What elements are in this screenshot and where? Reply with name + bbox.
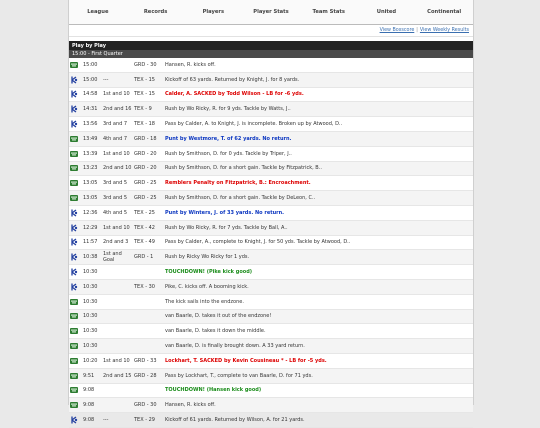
play-location: GRD - 1 <box>134 254 154 261</box>
play-row <box>69 132 473 147</box>
nav-united[interactable]: United <box>376 9 397 15</box>
play-down: 3rd and 7 <box>103 121 128 128</box>
grd-team-logo-icon <box>70 164 78 172</box>
play-time: 9:08 <box>83 402 95 409</box>
play-description: Rush by Wo Ricky, R. for 7 yds. Tackle by Ball, A.. <box>165 224 288 231</box>
play-time: 13:05 <box>83 195 98 202</box>
play-location: TEX - 15 <box>134 76 155 83</box>
grd-team-logo-icon <box>70 357 78 365</box>
view-weekly-results-link[interactable]: View Weekly Results <box>419 28 469 33</box>
play-row <box>69 88 473 103</box>
play-row <box>69 265 473 280</box>
play-down: 1st and 10 <box>103 91 130 98</box>
nav-player-stats[interactable]: Player Stats <box>253 9 289 15</box>
grd-team-logo-icon <box>70 135 78 143</box>
play-by-play-list <box>69 58 473 428</box>
play-time: 9:08 <box>83 417 95 424</box>
play-time: 14:31 <box>83 106 98 113</box>
play-time: 14:58 <box>83 91 98 98</box>
grd-team-logo-icon <box>70 150 78 158</box>
play-description: Rush by Smithson, D. for a short gain. Tackle by DeLeon, C.. <box>165 195 316 202</box>
nav-players[interactable]: Players <box>202 9 225 15</box>
play-description: Pike, C. kicks off. A booming kick. <box>165 283 249 290</box>
play-down: 1st and 10 <box>103 150 130 157</box>
play-description: Kickoff of 61 yards. Returned by Wilson, A. for 21 yards. <box>165 417 305 424</box>
play-location: GRD - 33 <box>134 357 157 364</box>
play-row <box>69 369 473 384</box>
tex-team-logo-icon <box>70 76 78 84</box>
play-time: 13:39 <box>83 150 98 157</box>
nav-league[interactable]: League <box>87 9 109 15</box>
page <box>68 0 474 424</box>
play-location: TEX - 15 <box>134 91 155 98</box>
play-row <box>69 384 473 399</box>
play-location: GRD - 20 <box>134 165 157 172</box>
play-time: 10:30 <box>83 269 98 276</box>
tex-team-logo-icon <box>70 90 78 98</box>
play-row <box>69 191 473 206</box>
play-description: Rush by Smithson, D. for a short gain. Tackle by Fitzpatrick, B.. <box>165 165 322 172</box>
play-row <box>69 102 473 117</box>
play-description: Punt by Winters, J. of 33 yards. No return. <box>165 209 285 216</box>
grd-team-logo-icon <box>70 194 78 202</box>
play-location: GRD - 30 <box>134 402 157 409</box>
play-time: 10:20 <box>83 357 98 364</box>
section-title: Play by Play <box>69 41 473 50</box>
play-time: 12:29 <box>83 224 98 231</box>
play-description: Hansen, R. kicks off. <box>165 402 216 409</box>
play-down: 3rd and 5 <box>103 195 128 202</box>
tex-team-logo-icon <box>70 268 78 276</box>
play-description: van Baarle, D. takes it down the middle. <box>165 328 266 335</box>
play-row <box>69 236 473 251</box>
play-down: 1st and Goal <box>103 251 122 264</box>
play-location: GRD - 25 <box>134 195 157 202</box>
play-row <box>69 221 473 236</box>
play-location: GRD - 25 <box>134 180 157 187</box>
play-down: --- <box>103 76 109 83</box>
play-location: TEX - 42 <box>134 224 155 231</box>
play-location: GRD - 30 <box>134 61 157 68</box>
grd-team-logo-icon <box>70 401 78 409</box>
tex-team-logo-icon <box>70 253 78 261</box>
play-row <box>69 73 473 88</box>
tex-team-logo-icon <box>70 105 78 113</box>
play-description: van Baarle, D. takes it out of the endzone! <box>165 313 272 320</box>
play-description: TOUCHDOWN! (Pike kick good) <box>165 269 253 276</box>
play-time: 10:38 <box>83 254 98 261</box>
tex-team-logo-icon <box>70 224 78 232</box>
play-row <box>69 295 473 310</box>
play-time: 15:00 <box>83 76 98 83</box>
link-separator: | <box>416 28 418 33</box>
nav-records[interactable]: Records <box>143 9 168 15</box>
grd-team-logo-icon <box>70 327 78 335</box>
play-time: 10:30 <box>83 313 98 320</box>
play-description: Punt by Westmore, T. of 62 yards. No return. <box>165 135 292 142</box>
play-down: 2nd and 10 <box>103 165 132 172</box>
grd-team-logo-icon <box>70 342 78 350</box>
play-down: 2nd and 16 <box>103 106 132 113</box>
top-nav <box>69 0 473 25</box>
play-description: The kick sails into the endzone. <box>165 298 244 305</box>
tex-team-logo-icon <box>70 238 78 246</box>
play-time: 13:05 <box>83 180 98 187</box>
play-location: TEX - 30 <box>134 283 155 290</box>
results-links <box>69 25 473 37</box>
play-down: --- <box>103 417 109 424</box>
play-row <box>69 354 473 369</box>
play-row <box>69 398 473 413</box>
play-description: TOUCHDOWN! (Hansen kick good) <box>165 387 262 394</box>
play-time: 10:30 <box>83 298 98 305</box>
play-description: Rush by Ricky Wo Ricky for 1 yds. <box>165 254 250 261</box>
play-row <box>69 176 473 191</box>
play-location: TEX - 25 <box>134 209 155 216</box>
grd-team-logo-icon <box>70 61 78 69</box>
play-description: Rush by Smithson, D. for 0 yds. Tackle by Triper, J.. <box>165 150 292 157</box>
play-description: Calder, A. SACKED by Todd Wilson - LB for -6 yds. <box>165 91 304 98</box>
play-down: 4th and 5 <box>103 209 128 216</box>
play-row <box>69 117 473 132</box>
play-description: Rush by Wo Ricky, R. for 9 yds. Tackle by Watts, J.. <box>165 106 291 113</box>
play-down: 2nd and 3 <box>103 239 129 246</box>
tex-team-logo-icon <box>70 283 78 291</box>
play-description: Pass by Calder, A., complete to Knight, J. for 50 yds. Tackle by Atwood, D.. <box>165 239 351 246</box>
view-boxscore-link[interactable]: View Boxscore <box>379 28 415 33</box>
grd-team-logo-icon <box>70 372 78 380</box>
play-time: 13:23 <box>83 165 98 172</box>
play-row <box>69 280 473 295</box>
play-description: van Baarle, D. is finally brought down. A 33 yard return. <box>165 343 305 350</box>
play-description: Remblers Penalty on Fitzpatrick, B.: Encroachment. <box>165 180 311 187</box>
play-down: 1st and 10 <box>103 357 130 364</box>
play-time: 15:00 <box>83 61 98 68</box>
play-time: 9:08 <box>83 387 95 394</box>
play-description: Pass by Calder, A. to Knight, J. is incomplete. Broken up by Atwood, D.. <box>165 121 343 128</box>
play-location: GRD - 28 <box>134 372 157 379</box>
play-location: TEX - 18 <box>134 121 155 128</box>
play-row <box>69 162 473 177</box>
play-location: GRD - 18 <box>134 135 157 142</box>
play-time: 10:30 <box>83 328 98 335</box>
play-row <box>69 147 473 162</box>
play-row <box>69 206 473 221</box>
grd-team-logo-icon <box>70 179 78 187</box>
play-time: 11:57 <box>83 239 98 246</box>
grd-team-logo-icon <box>70 312 78 320</box>
play-time: 12:36 <box>83 209 98 216</box>
play-time: 13:49 <box>83 135 98 142</box>
play-location: GRD - 20 <box>134 150 157 157</box>
play-down: 1st and 10 <box>103 224 130 231</box>
play-time: 13:56 <box>83 121 98 128</box>
play-row <box>69 250 473 265</box>
grd-team-logo-icon <box>70 386 78 394</box>
play-location: TEX - 9 <box>134 106 152 113</box>
play-row <box>69 324 473 339</box>
play-row <box>69 339 473 354</box>
tex-team-logo-icon <box>70 209 78 217</box>
play-description: Lockhart, T. SACKED by Kevin Cousineau * - LB for -5 yds. <box>165 357 327 364</box>
play-location: TEX - 49 <box>134 239 155 246</box>
play-time: 10:30 <box>83 343 98 350</box>
play-down: 3rd and 5 <box>103 180 128 187</box>
play-location: TEX - 29 <box>134 417 155 424</box>
play-description: Kickoff of 63 yards. Returned by Knight, J. for 8 yards. <box>165 76 300 83</box>
play-row <box>69 58 473 73</box>
play-down: 4th and 7 <box>103 135 128 142</box>
tex-team-logo-icon <box>70 120 78 128</box>
play-time: 9:51 <box>83 372 95 379</box>
nav-team-stats[interactable]: Team Stats <box>312 9 345 15</box>
grd-team-logo-icon <box>70 298 78 306</box>
play-down: 2nd and 15 <box>103 372 132 379</box>
play-description: Pass by Lockhart, T., complete to van Baarle, D. for 71 yds. <box>165 372 313 379</box>
play-time: 10:30 <box>83 283 98 290</box>
quarter-title: 15:00 - First Quarter <box>69 50 473 58</box>
play-row <box>69 413 473 428</box>
play-description: Hansen, R. kicks off. <box>165 61 216 68</box>
nav-continental[interactable]: Continental <box>427 9 462 15</box>
play-row <box>69 310 473 325</box>
tex-team-logo-icon <box>70 416 78 424</box>
